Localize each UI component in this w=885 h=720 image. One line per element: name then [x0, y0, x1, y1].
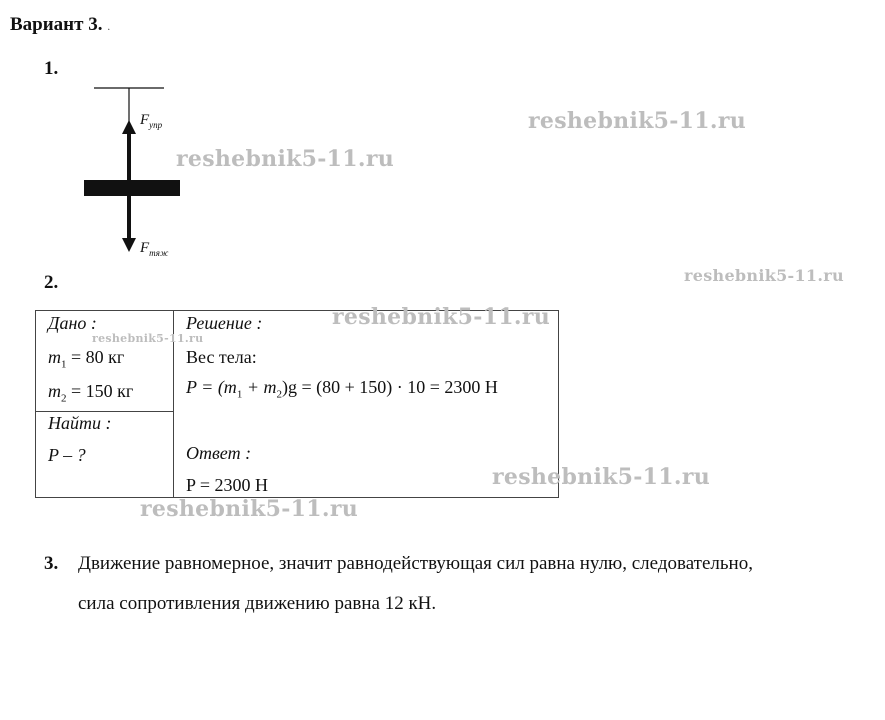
force-down-label: $F_{тяж}$ — [140, 240, 169, 258]
page-title — [10, 14, 110, 36]
task2-number: 2. — [44, 272, 59, 293]
answer-header: Ответ : — [186, 443, 252, 463]
watermark: reshebnik5-11.ru — [684, 266, 844, 285]
force-diagram — [80, 80, 190, 270]
task3 — [44, 544, 753, 614]
body-weight-label: Вес тела: — [186, 347, 257, 367]
task3-line2: сила сопротивления движению равна 12 кН. — [78, 593, 437, 614]
watermark: reshebnik5-11.ru — [492, 464, 711, 490]
given-m1: $m_1 = 80$ кг — [48, 347, 125, 371]
answer-value: P = 2300 Н — [186, 475, 268, 495]
task3-text — [78, 544, 878, 624]
solution-header: Решение : — [186, 313, 263, 333]
task1-number: 1. — [44, 58, 59, 79]
given-header: Дано : — [48, 313, 97, 333]
task3-line1: Движение равномерное, значит равнодействующая сил равна нулю, следовательно, — [78, 553, 753, 574]
watermark: reshebnik5-11.ru — [332, 304, 551, 330]
task3-number: 3. — [44, 553, 59, 574]
table-divider-horizontal — [36, 411, 174, 412]
watermark: reshebnik5-11.ru — [140, 496, 359, 522]
force-down-arrowhead — [122, 238, 136, 252]
watermark: reshebnik5-11.ru — [176, 146, 395, 172]
watermark: reshebnik5-11.ru — [528, 108, 747, 134]
force-up-arrowhead — [122, 120, 136, 134]
force-up-label: $F_{упр}$ — [140, 112, 163, 130]
body-block — [84, 180, 180, 196]
find-header: Найти : — [48, 413, 112, 433]
title-text: Вариант 3. — [10, 14, 103, 35]
find-value: P – ? — [48, 445, 86, 465]
title-dot: . — [107, 19, 111, 33]
given-m2: $m_2 = 150$ кг — [48, 381, 134, 405]
weight-formula: $P = (m_1 + m_2)g = (80 + 150) \cdot 10 = 2300$ Н — [186, 377, 498, 401]
watermark: reshebnik5-11.ru — [92, 332, 204, 345]
